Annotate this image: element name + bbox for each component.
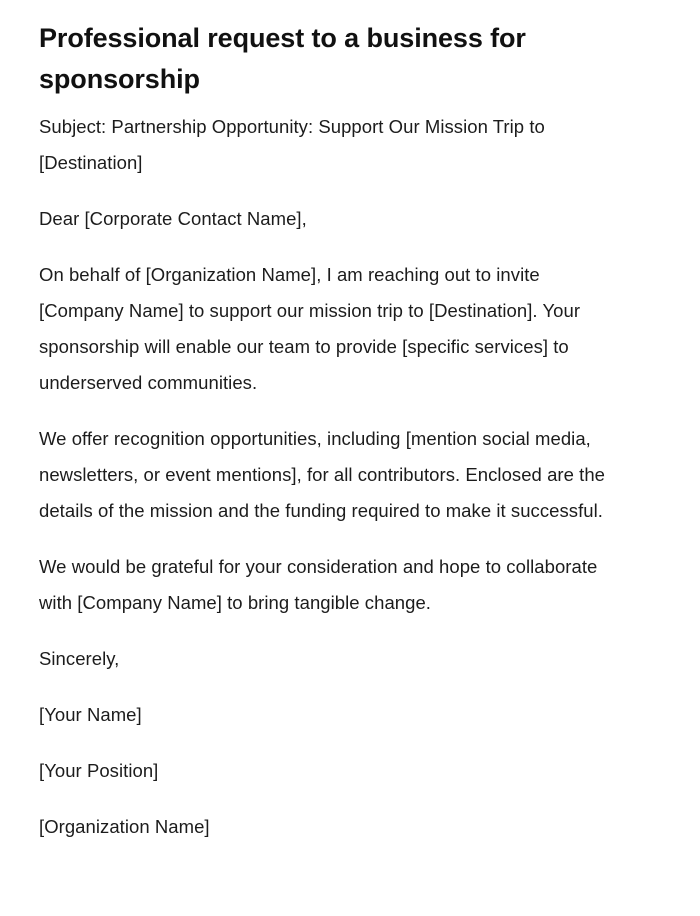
letter-signoff: Sincerely,	[39, 648, 120, 669]
letter-signature-organization: [Organization Name]	[39, 816, 210, 837]
letter-signature-position: [Your Position]	[39, 760, 159, 781]
letter-paragraph-recognition: We offer recognition opportunities, including [mention social media, newsletters, or event mentions], for all contributors. Enclosed are the details of the mission and the funding required to make it successful.	[39, 428, 606, 521]
letter-paragraph-closing: We would be grateful for your consideration and hope to collaborate with [Company Name] to bring tangible change.	[39, 556, 598, 613]
letter-paragraph-subject: Subject: Partnership Opportunity: Support Our Mission Trip to [Destination]	[39, 116, 545, 173]
letter-signature-name: [Your Name]	[39, 704, 142, 725]
letter-paragraph-salutation: Dear [Corporate Contact Name],	[39, 208, 307, 229]
letter-paragraph-intro: On behalf of [Organization Name], I am reaching out to invite [Company Name] to support our mission trip to [Destination]. Your sponsorship will enable our team to provide [specific services] to underserved communities.	[39, 264, 581, 393]
letter-body	[39, 109, 625, 845]
page-title: Professional request to a business for sponsorship	[39, 23, 526, 94]
